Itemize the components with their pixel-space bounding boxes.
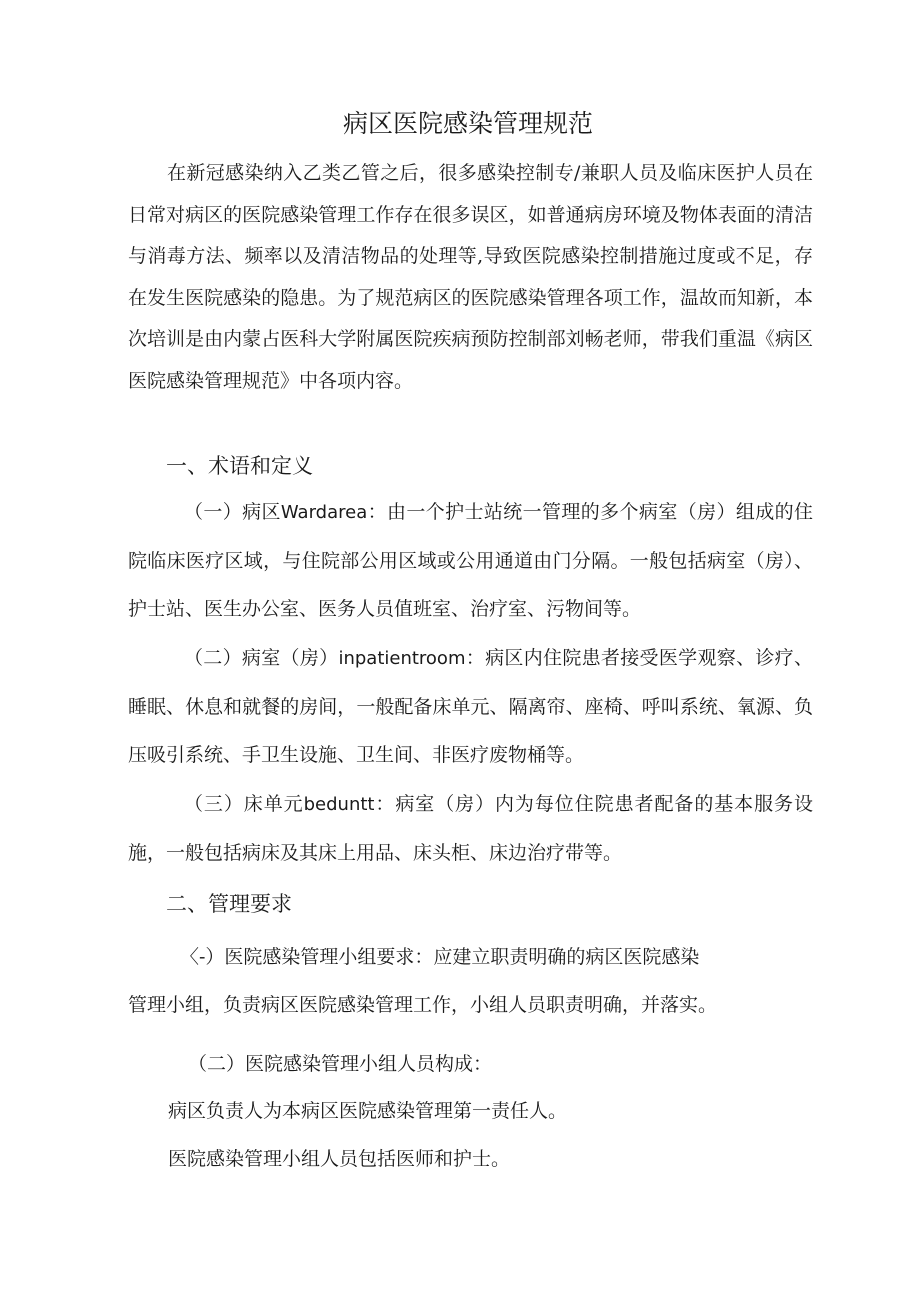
requirement-line: 管理小组，负责病区医院感染管理工作，小组人员职责明确，并落实。 [128,994,718,1016]
intro-paragraph: 在新冠感染纳入乙类乙管之后，很多感染控制专/兼职人员及临床医护人员在日常对病区的医院感染管理工作存在很多误区，如普通病房环境及物体表面的清洁与消毒方法、频率以及清洁物品的处理等,导致医院感染控制措施过度或不足，存在发生医院感染的隐患。为了规范病区的医院感染管理各项工作，温故而知新，本次培训是由内蒙占医科大学附属医院疾病预防控制部刘畅老师，带我们重温《病区医院感染管理规范》中各项内容。 [128,162,813,392]
section-heading-management: 二、管理要求 [166,892,292,916]
definition-text: ：病区内住院患者接受医学观察、诊疗、睡眠、休息和就餐的房间，一般配备床单元、隔离帘、座椅、呼叫系统、氧源、负压吸引系统、手卫生设施、卫生间、非医疗废物桶等。 [128,647,813,766]
requirement-line: 医院感染管理小组人员包括医师和护士。 [168,1148,511,1170]
definition-prefix: （三）床单元 [184,793,304,815]
definition-ward [128,488,813,633]
management-requirement-2-heading: （二）医院感染管理小组人员构成： [188,1053,493,1075]
requirement-line: 〈-）医院感染管理小组要求：应建立职责明确的病区医院感染 [180,946,700,968]
definition-term: Wardarea [280,502,368,523]
definition-term: beduntt [303,794,375,815]
document-title: 病区医院感染管理规范 [342,109,593,138]
definition-prefix: （一）病区 [184,501,281,523]
definition-bed-unit [128,780,813,877]
definition-prefix: （二）病室（房） [184,647,339,669]
definition-text: ：病室（房）内为每位住院患者配备的基本服务设施，一般包括病床及其床上用品、床头柜、床边治疗带等。 [128,793,813,864]
requirement-line: 病区负责人为本病区医院感染管理第一责任人。 [168,1100,568,1122]
section-heading-terms: 一、术语和定义 [166,454,313,478]
definition-term: inpatientroom [338,648,466,669]
definition-text: ：由一个护士站统一管理的多个病室（房）组成的住院临床医疗区域，与住院部公用区域或公用通道由门分隔。一般包括病室（房）、护士站、医生办公室、医务人员值班室、治疗室、污物间等。 [128,501,813,620]
definition-inpatient-room [128,634,813,779]
management-requirement-1 [128,933,813,1029]
